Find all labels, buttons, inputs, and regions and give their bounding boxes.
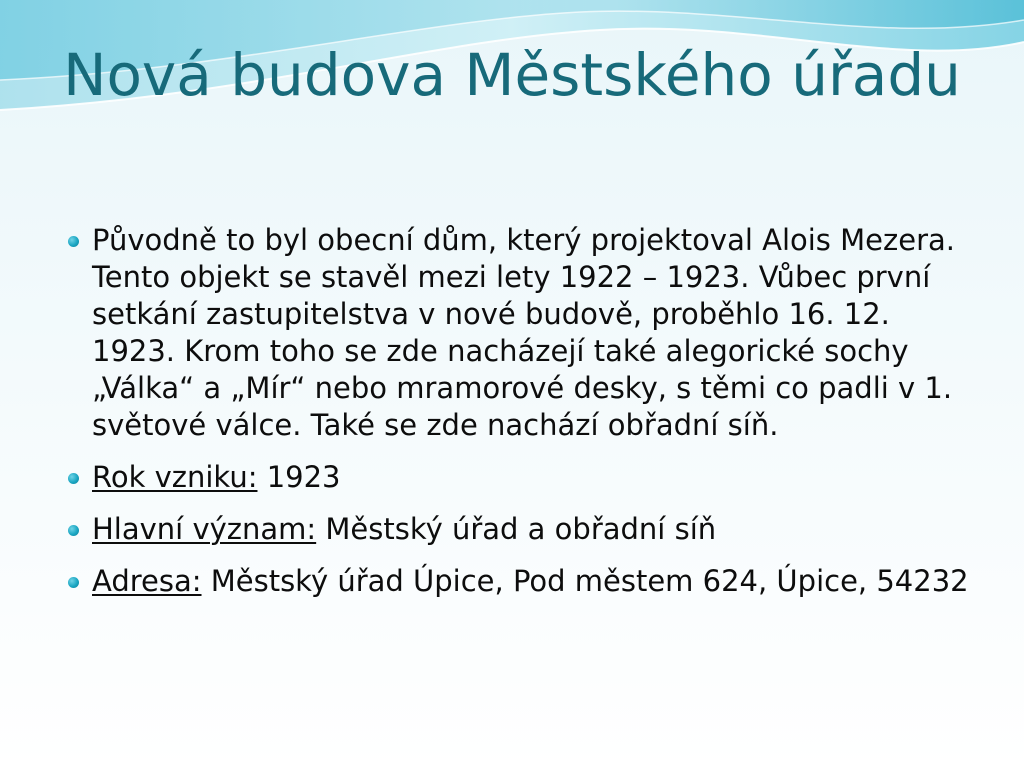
bullet-icon [68, 473, 79, 484]
slide-content [62, 222, 982, 615]
bullet-text: Městský úřad a obřadní síň [316, 512, 717, 546]
bullet-icon [68, 236, 79, 247]
bullet-text: Městský úřad Úpice, Pod městem 624, Úpice, 54232 [201, 564, 969, 598]
bullet-term: Adresa: [92, 564, 202, 598]
bullet-item-purpose [62, 511, 982, 548]
bullet-item-description [62, 222, 982, 444]
bullet-item-address [62, 563, 982, 600]
bullet-icon [68, 577, 79, 588]
bullet-term: Rok vzniku: [92, 460, 258, 494]
bullet-text: Původně to byl obecní dům, který projektoval Alois Mezera. Tento objekt se stavěl mezi lety 1922 – 1923. Vůbec první setkání zastupitelstva v nové budově, proběhlo 16. 12. 1923. Krom toho se zde nacházejí také alegorické sochy „Válka“ a „Mír“ nebo mramorové desky, s těmi co padli v 1. světové válce. Také se zde nachází obřadní síň. [92, 223, 955, 442]
bullet-item-year [62, 459, 982, 496]
bullet-icon [68, 525, 79, 536]
bullet-list [62, 222, 982, 600]
bullet-term: Hlavní význam: [92, 512, 317, 546]
bullet-text: 1923 [257, 460, 341, 494]
slide-title: Nová budova Městského úřadu [63, 41, 961, 109]
